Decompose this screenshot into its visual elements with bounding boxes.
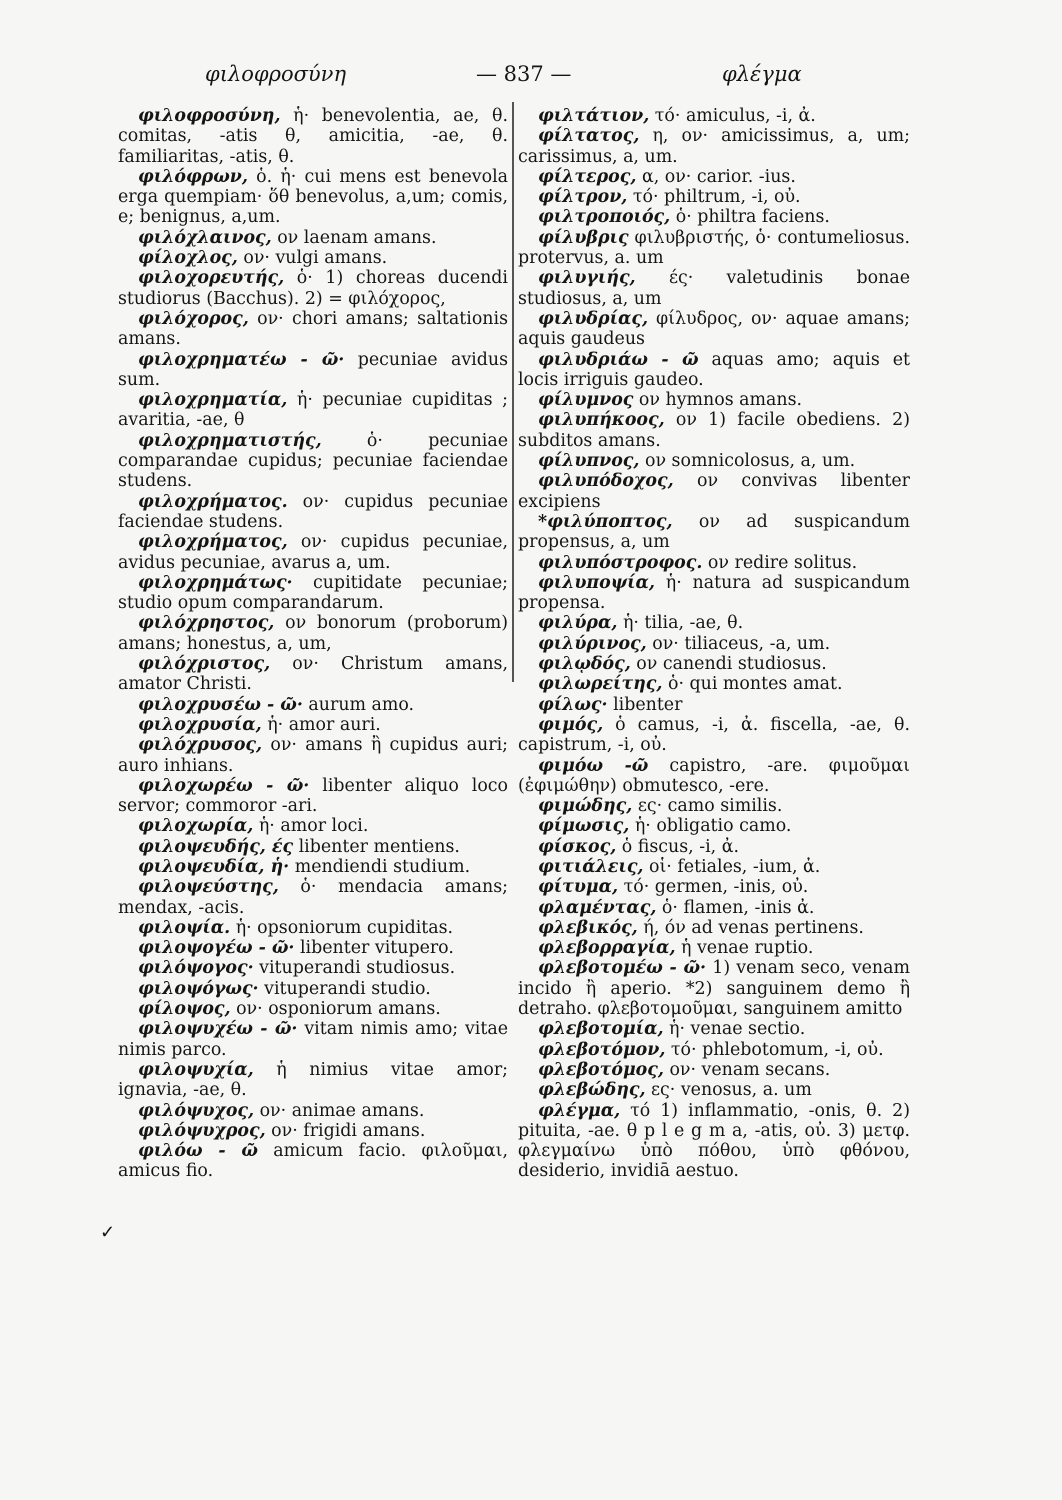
definition: φίλυδρος, ον· aquae amans; aquis gaudeus (518, 308, 910, 350)
headword: φιλοχρημάτως· (138, 572, 293, 593)
definition: ον· frigidi amans. (265, 1120, 426, 1141)
dictionary-entry (518, 512, 910, 553)
definition: ον bonorum (proborum) amans; honestus, a, um, (118, 613, 508, 654)
definition: ἡ· amor loci. (253, 816, 369, 837)
dictionary-entry (518, 695, 910, 715)
definition: ὁ fiscus, -i, ἀ. (616, 836, 739, 857)
definition: ἡ· venae sectio. (663, 1019, 806, 1040)
dictionary-entry (518, 1080, 910, 1100)
definition: libenter aliquo loco servor; commoror -ari. (118, 775, 508, 817)
definition: pecuniae avidus sum. (118, 349, 508, 390)
headword: φιλοχωρία, (138, 816, 254, 837)
definition: ἡ· opsoniorum cupiditas. (230, 917, 454, 938)
definition: φιλυβριστής, ὁ· contumeliosus. protervus, a. um (518, 227, 910, 269)
definition: ον somnicolosus, a, um. (639, 451, 856, 472)
dictionary-entry (118, 390, 508, 431)
headword: φιλοχρηματία, (138, 390, 288, 411)
dictionary-entry (118, 816, 508, 836)
dictionary-entry (518, 126, 910, 167)
dictionary-entry (518, 1101, 910, 1182)
headword: φλεβώδης, (538, 1080, 646, 1101)
dictionary-entry (118, 167, 508, 228)
dictionary-entry (518, 167, 910, 187)
dictionary-entry (118, 654, 508, 695)
headword: φιλυγιής, (538, 268, 636, 289)
dictionary-entry (118, 958, 508, 978)
dictionary-entry (518, 106, 910, 126)
headword: φιλωρείτης, (538, 674, 663, 695)
dictionary-entry (518, 654, 910, 674)
left-guide-word: φιλοφροσύνη (205, 62, 347, 86)
dictionary-entry (518, 958, 910, 1019)
headword: φιλοφροσύνη, (138, 106, 281, 126)
dictionary-entry (118, 248, 508, 268)
headword: φιμός, (538, 714, 604, 735)
dictionary-entry (518, 756, 910, 797)
dictionary-entry (118, 106, 508, 167)
definition: libenter (607, 694, 683, 715)
headword: φιλύρα, (538, 613, 618, 634)
definition: cupitidate pecuniae; studio opum comparandarum. (118, 572, 508, 614)
dictionary-entry (518, 350, 910, 391)
definition: οἱ· fetiales, -ium, ἀ. (643, 856, 821, 877)
dictionary-entry (118, 431, 508, 492)
dictionary-entry (518, 613, 910, 633)
definition: ες· venosus, a. um (645, 1080, 812, 1101)
definition: libenter vitupero. (294, 938, 454, 959)
headword: φίμωσις, (538, 816, 630, 837)
headword: φιλοχρηματιστής, (138, 430, 322, 451)
headword: φιλόψογος· (138, 958, 254, 979)
headword: φιλοχορευτής, (138, 268, 285, 289)
headword: φιλοχρήματος, (138, 532, 288, 553)
dictionary-entry (118, 268, 508, 309)
headword: φιλόχρηστος, (138, 613, 275, 634)
headword: φλέγμα, (538, 1100, 621, 1121)
headword: φλεβορραγία, (538, 938, 676, 959)
definition: ον 1) facile obediens. 2) subditos amans. (518, 410, 910, 451)
definition: ὁ camus, -i, ἀ. fiscella, -ae, θ. capistrum, -i, οὐ. (518, 714, 910, 756)
dictionary-entry (118, 918, 508, 938)
headword: *φιλύποπτος, (538, 511, 673, 532)
dictionary-entry (118, 857, 508, 877)
dictionary-entry (518, 410, 910, 451)
dictionary-entry (118, 492, 508, 533)
definition: ές· valetudinis bonae studiosus, a, um (518, 268, 910, 309)
definition: 1) venam seco, venam incido ἢ aperio. *2) sanguinem demo ἢ detraho. φλεβοτομοῦμαι, sanguinem amitto (518, 958, 910, 1020)
definition: amicum facio. φιλοῦμαι, amicus fio. (118, 1141, 509, 1182)
headword: φιλόψυχος, (138, 1100, 255, 1121)
dictionary-entry (518, 390, 910, 410)
dictionary-entry (518, 796, 910, 816)
dictionary-entry (118, 228, 508, 248)
headword: φιλύρινος, (538, 633, 647, 654)
headword: φίλτρον, (538, 187, 628, 208)
headword: φιλῳδός, (538, 654, 631, 675)
headword: φιλυπόδοχος, (538, 471, 674, 492)
right-column (518, 106, 910, 1182)
definition: ὁ· qui montes amat. (662, 674, 843, 695)
headword: φιλόω - ῶ (138, 1141, 258, 1162)
definition: ον convivas libenter excipiens (518, 471, 910, 512)
dictionary-entry (518, 1060, 910, 1080)
headword: φιλοψυχία, (138, 1059, 254, 1080)
margin-mark: ✓ (100, 1222, 116, 1243)
dictionary-entry (118, 613, 508, 654)
headword: φιλυπόστροφος. (538, 552, 703, 573)
dictionary-entry (518, 816, 910, 836)
definition: ον· chori amans; saltationis amans. (118, 308, 508, 350)
headword: φιλυδρίας, (538, 308, 649, 329)
dictionary-entry (518, 1019, 910, 1039)
dictionary-entry (118, 1060, 508, 1101)
definition: vituperandi studio. (258, 978, 431, 999)
definition: ον· cupidus pecuniae, avidus pecuniae, avarus a, um. (118, 532, 508, 573)
headword: φιλοψογέω - ῶ· (138, 938, 295, 959)
dictionary-entry (518, 553, 910, 573)
dictionary-entry (518, 309, 910, 350)
headword: φιλτάτιον, (538, 106, 650, 126)
definition: τό· phlebotomum, -i, οὐ. (665, 1039, 884, 1060)
definition: ὁ· pecuniae comparandae cupidus; pecuniae faciendae studens. (118, 430, 508, 492)
headword: φιλοψευδία, ἡ· (138, 856, 290, 877)
running-head (0, 62, 1062, 92)
definition: mendiendi studium. (289, 856, 471, 877)
headword: φιτιάλεις, (538, 856, 644, 877)
definition: aurum amo. (302, 694, 415, 715)
headword: φιλόφρων, (138, 166, 248, 187)
definition: ὁ· 1) choreas ducendi studiorus (Bacchus). 2) = φιλόχορος, (118, 268, 508, 309)
dictionary-entry (118, 979, 508, 999)
headword: φλεβοτόμον, (538, 1039, 666, 1060)
headword: φλεβοτομία, (538, 1019, 664, 1040)
headword: φιλοψία. (138, 917, 231, 938)
dictionary-entry (118, 776, 508, 817)
headword: φλεβοτομέω - ῶ· (538, 958, 707, 979)
column-divider (512, 102, 514, 682)
headword: φιλόψυχρος, (138, 1120, 266, 1141)
dictionary-entry (518, 898, 910, 918)
definition: libenter mentiens. (293, 836, 460, 857)
definition: ή, όν ad venas pertinens. (637, 917, 864, 938)
definition: ὁ· mendacia amans; mendax, -acis. (118, 877, 508, 918)
dictionary-entry (118, 573, 508, 614)
headword: φιλοψεύστης, (138, 877, 279, 898)
dictionary-entry (518, 877, 910, 897)
headword: φλεβοτόμος, (538, 1059, 664, 1080)
headword: φίλοχλος, (138, 248, 238, 269)
definition: ον· Christum amans, amator Christi. (118, 654, 508, 695)
left-column (118, 106, 508, 1182)
dictionary-entry (518, 938, 910, 958)
definition: ον· osponiorum amans. (230, 999, 441, 1020)
definition: ον canendi studiosus. (630, 654, 827, 675)
headword: φιλόχορος, (138, 308, 249, 329)
dictionary-entry (118, 1121, 508, 1141)
dictionary-entry (118, 1141, 508, 1182)
definition: ον hymnos amans. (633, 390, 803, 411)
definition: ον· vulgi amans. (237, 248, 388, 269)
headword: φιλοχρηματέω - ῶ· (138, 349, 345, 370)
dictionary-entry (118, 350, 508, 391)
dictionary-entry (518, 674, 910, 694)
dictionary-entry (118, 877, 508, 918)
headword: φίλυβρις (538, 227, 629, 248)
headword: φίτυμα, (538, 877, 619, 898)
headword: φίλτατος, (538, 126, 640, 147)
definition: ἡ· tilia, -ae, θ. (617, 613, 744, 634)
definition: ἡ· amor auri. (261, 714, 381, 735)
headword: φιλοχωρέω - ῶ· (138, 775, 310, 796)
headword: φιμώδης, (538, 796, 633, 817)
definition: ον· animae amans. (254, 1100, 425, 1121)
headword: φιλοψόγως· (138, 978, 259, 999)
dictionary-entry (518, 573, 910, 614)
dictionary-entry (118, 1019, 508, 1060)
definition: ον laenam amans. (271, 227, 437, 248)
definition: ον· amans ἢ cupidus auri; auro inhians. (118, 735, 508, 776)
headword: φίλτερος, (538, 166, 637, 187)
definition: η, ον· amicissimus, a, um; carissimus, a, um. (518, 126, 910, 167)
headword: φιλόχλαινος, (138, 227, 272, 248)
definition: τό· philtrum, -i, οὐ. (627, 187, 801, 208)
definition: τό 1) inflammatio, -onis, θ. 2) pituita, -ae. θ p l e g m a, -atis, οὐ. 3) μετφ. φλεγμαίνω ὑπὸ πόθου, ὑπὸ φθόνου, desiderio, invidiā aestuo. (518, 1100, 910, 1182)
dictionary-entry (518, 268, 910, 309)
definition: ἡ· pecuniae cupiditas ; avaritia, -ae, θ (118, 390, 508, 431)
dictionary-entry (518, 837, 910, 857)
headword: φιλοψυχέω - ῶ· (138, 1019, 298, 1040)
definition: vituperandi studiosus. (253, 958, 456, 979)
headword: φιλοψευδής, ές (138, 836, 294, 857)
dictionary-entry (118, 837, 508, 857)
definition: ὁ. ἡ· cui mens est benevola erga quempiam· ὅθ benevolus, a,um; comis, e; benignus, a,um. (118, 166, 508, 228)
headword: φιμόω -ῶ (538, 755, 649, 776)
definition: capistro, -are. φιμοῦμαι (ἐφιμώθην) obmutesco, -ere. (518, 755, 910, 796)
dictionary-entry (518, 918, 910, 938)
headword: φιλοχρήματος. (138, 491, 288, 512)
dictionary-entry (518, 857, 910, 877)
headword: φίλως· (538, 694, 608, 715)
headword: φλεβικός, (538, 917, 638, 938)
definition: ον ad suspicandum propensus, a, um (518, 511, 910, 553)
definition: ἡ· obligatio camo. (629, 816, 792, 837)
headword: φιλτροποιός, (538, 207, 671, 228)
headword: φιλυπήκοος, (538, 410, 665, 431)
headword: φλαμέντας, (538, 897, 657, 918)
definition: vitam nimis amo; vitae nimis parco. (118, 1019, 509, 1060)
headword: φιλυδριάω - ῶ (538, 349, 699, 370)
page-number: — 837 — (476, 62, 572, 86)
dictionary-entry (118, 938, 508, 958)
dictionary-entry (518, 207, 910, 227)
definition: ον· cupidus pecuniae faciendae studens. (118, 491, 508, 532)
dictionary-entry (118, 999, 508, 1019)
definition: ἡ venae ruptio. (675, 938, 814, 959)
headword: φίλυμνος (538, 390, 634, 411)
definition: ον redire solitus. (702, 552, 858, 573)
headword: φιλοχρυσία, (138, 714, 262, 735)
dictionary-entry (118, 715, 508, 735)
dictionary-entry (518, 634, 910, 654)
definition: τό· amiculus, -i, ἀ. (649, 106, 816, 126)
definition: ἡ· benevolentia, ae, θ. comitas, -atis θ, amicitia, -ae, θ. familiaritas, -atis, θ. (118, 106, 508, 167)
headword: φίλοψος, (138, 999, 231, 1020)
headword: φιλόχριστος, (138, 654, 271, 675)
dictionary-entry (518, 187, 910, 207)
headword: φίλυπνος, (538, 451, 640, 472)
dictionary-entry (518, 1040, 910, 1060)
dictionary-entry (518, 228, 910, 269)
dictionary-entry (518, 451, 910, 471)
dictionary-entry (118, 695, 508, 715)
headword: φιλοχρυσέω - ῶ· (138, 694, 303, 715)
dictionary-entry (118, 309, 508, 350)
right-guide-word: φλέγμα (722, 62, 802, 86)
definition: ον· tiliaceus, -a, um. (646, 633, 831, 654)
definition: ἡ· natura ad suspicandum propensa. (518, 572, 910, 614)
dictionary-entry (118, 735, 508, 776)
dictionary-entry (118, 532, 508, 573)
definition: ὁ· flamen, -inis ἀ. (656, 897, 815, 918)
dictionary-entry (118, 1101, 508, 1121)
headword: φιλυποψία, (538, 572, 655, 593)
definition: ες· camo similis. (632, 796, 783, 817)
dictionary-entry (518, 471, 910, 512)
definition: ον· venam secans. (663, 1059, 831, 1080)
dictionary-entry (518, 715, 910, 756)
definition: ἡ nimius vitae amor; ignavia, -ae, θ. (118, 1059, 508, 1101)
definition: aquas amo; aquis et locis irriguis gaudeo. (518, 349, 910, 390)
definition: ὁ· philtra faciens. (670, 207, 830, 228)
definition: τό· germen, -inis, οὐ. (618, 877, 809, 898)
headword: φίσκος, (538, 836, 617, 857)
definition: α, ον· carior. -ius. (636, 166, 796, 187)
headword: φιλόχρυσος, (138, 735, 263, 756)
